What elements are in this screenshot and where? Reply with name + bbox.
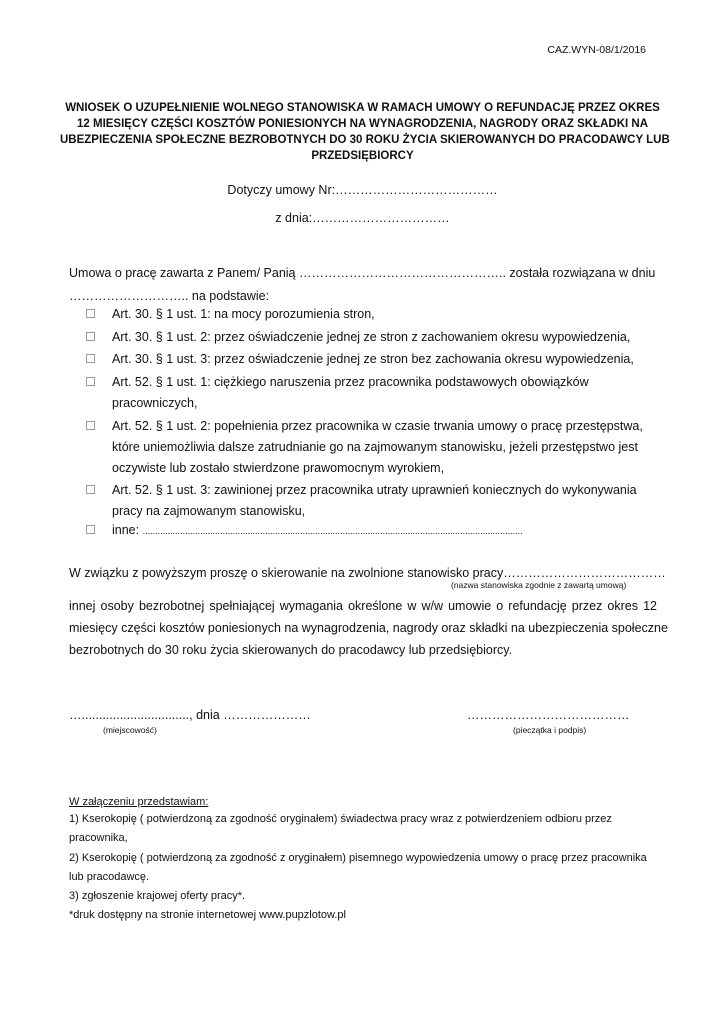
option-text: Art. 30. § 1 ust. 1: na mocy porozumienia stron, xyxy=(112,307,375,321)
other-label: inne: xyxy=(112,523,140,537)
other-input-line[interactable]: ........................................................................................................................................................ xyxy=(142,526,523,536)
option-text: które uniemożliwia dalsze zatrudnianie go na zajmowanym stanowisku, jeżeli przestępstwo jest xyxy=(112,440,638,454)
option-text: Art. 52. § 1 ust. 2: popełnienia przez pracownika w czasie trwania umowy o pracę przestępstwa, xyxy=(112,419,643,433)
option-text: oczywiste lub zostało stwierdzone prawomocnym wyrokiem, xyxy=(112,461,445,475)
place-date-field[interactable]: …..............................., dnia ………………… xyxy=(69,708,311,722)
checkbox-icon[interactable] xyxy=(86,421,95,430)
checkbox-icon[interactable] xyxy=(86,377,95,386)
attachment-footnote: *druk dostępny na stronie internetowej www.pupzlotow.pl xyxy=(69,909,346,921)
title-line: PRZEDSIĘBIORCY xyxy=(311,150,414,162)
document-title xyxy=(60,100,670,164)
signature-field[interactable]: ………………………………… xyxy=(467,708,630,722)
option-text: Art. 30. § 1 ust. 3: przez oświadczenie jednej ze stron bez zachowania okresu wypowiedzenia, xyxy=(112,352,634,366)
request-text-line: miesięcy części kosztów poniesionych na wynagrodzenia, nagrody oraz składki na ubezpieczenia społeczne xyxy=(69,621,668,635)
termination-text-line: ……………………….. na podstawie: xyxy=(69,289,270,303)
option-text: pracy na zajmowanym stanowisku, xyxy=(112,504,306,518)
attachment-line: pracownika, xyxy=(69,832,128,844)
checkbox-icon[interactable] xyxy=(86,354,95,363)
agreement-date-field[interactable]: z dnia:…………………………… xyxy=(275,211,450,225)
attachment-line: 1) Kserokopię ( potwierdzoną za zgodność oryginałem) świadectwa pracy wraz z potwierdzeniem odbioru przez xyxy=(69,813,612,825)
option-text: Art. 30. § 1 ust. 2: przez oświadczenie jednej ze stron z zachowaniem okresu wypowiedzenia, xyxy=(112,330,631,344)
document-code: CAZ.WYN-08/1/2016 xyxy=(547,44,646,56)
title-line: 12 MIESIĘCY CZĘŚCI KOSZTÓW PONIESIONYCH NA WYNAGRODZENIA, NAGRODY ORAZ SKŁADKI NA xyxy=(77,118,648,130)
request-text-line: W związku z powyższym proszę o skierowanie na zwolnione stanowisko pracy………………………………… xyxy=(69,566,666,580)
checkbox-icon[interactable] xyxy=(86,525,95,534)
checkbox-icon[interactable] xyxy=(86,309,95,318)
title-line: UBEZPIECZENIA SPOŁECZNE BEZROBOTNYCH DO 30 ROKU ŻYCIA SKIEROWANYCH DO PRACODAWCY LUB xyxy=(60,134,670,146)
attachment-line: 3) zgłoszenie krajowej oferty pracy*. xyxy=(69,890,246,902)
option-text: Art. 52. § 1 ust. 3: zawinionej przez pracownika utraty uprawnień koniecznych do wykonywania xyxy=(112,483,637,497)
attachment-line: 2) Kserokopię ( potwierdzoną za zgodność z oryginałem) pisemnego wypowiedzenia umowy o pracę przez pracownika xyxy=(69,852,647,864)
title-line: WNIOSEK O UZUPEŁNIENIE WOLNEGO STANOWISKA W RAMACH UMOWY O REFUNDACJĘ PRZEZ OKRES xyxy=(65,102,660,114)
attachments-heading: W załączeniu przedstawiam: xyxy=(69,796,209,808)
agreement-number-field[interactable]: Dotyczy umowy Nr:………………………………… xyxy=(227,183,498,197)
termination-text-line: Umowa o pracę zawarta z Panem/ Panią ………………………………………….. została rozwiązana w dniu xyxy=(69,266,656,280)
request-text-line: bezrobotnych do 30 roku życia skierowanych do pracodawcy lub przedsiębiorcy. xyxy=(69,643,513,657)
signature-caption: (pieczątka i podpis) xyxy=(513,725,587,735)
checkbox-icon[interactable] xyxy=(86,332,95,341)
option-text: pracowniczych, xyxy=(112,396,198,410)
option-text: Art. 52. § 1 ust. 1: ciężkiego naruszenia przez pracownika podstawowych obowiązków xyxy=(112,375,589,389)
request-text-line: innej osoby bezrobotnej spełniającej wymagania określone w w/w umowie o refundację przez okres 12 xyxy=(69,599,657,613)
position-caption: (nazwa stanowiska zgodnie z zawartą umową) xyxy=(451,580,627,590)
checkbox-icon[interactable] xyxy=(86,485,95,494)
attachment-line: lub pracodawcę. xyxy=(69,871,150,883)
place-caption: (miejscowość) xyxy=(103,725,157,735)
